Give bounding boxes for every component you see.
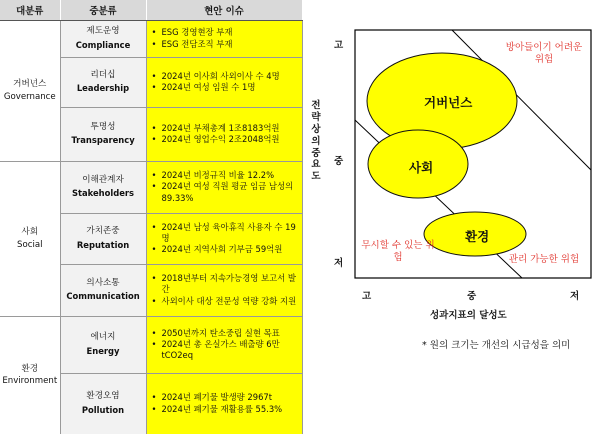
issue-cell: [146, 316, 302, 373]
sub-category-cell: 에너지 Energy: [60, 316, 146, 373]
y-axis-label: 전략상의중요도: [311, 100, 321, 183]
x-tick-high: 고: [362, 291, 372, 302]
table-row: [0, 316, 302, 373]
table-row: [0, 161, 302, 213]
issue-item: • 2024년 여성 임원 수 1명: [152, 82, 299, 93]
issue-item: • 2024년 폐기물 재활용률 55.3%: [152, 404, 299, 415]
table-row: [0, 20, 302, 57]
ellipse-label-social: 사회: [409, 160, 434, 175]
sub-category-cell: 투명성 Transparency: [60, 107, 146, 161]
y-tick-low: 저: [334, 258, 344, 269]
ellipse-label-governance: 거버넌스: [424, 95, 473, 110]
sub-category-cell: 이해관계자 Stakeholders: [60, 161, 146, 213]
category-social: 사회 Social: [0, 161, 60, 316]
x-axis-label: 성과지표의 달성도: [430, 310, 507, 321]
issue-item: • 2018년부터 지속가능경영 보고서 발간: [152, 273, 299, 295]
sub-category-cell: 가치존중 Reputation: [60, 213, 146, 264]
issue-item: • 2024년 폐기물 발생량 2967t: [152, 392, 299, 403]
category-governance: 거버넌스 Governance: [0, 20, 60, 161]
issue-item: • 2024년 이사회 사외이사 수 4명: [152, 71, 299, 82]
issue-item: • 2024년 지역사회 기부금 59억원: [152, 244, 299, 255]
risk-matrix-diagram: [302, 0, 600, 434]
issue-cell: [146, 161, 302, 213]
issue-item: • 2024년 부채총계 1조8183억원: [152, 123, 299, 134]
sub-category-cell: 제도운영 Compliance: [60, 20, 146, 57]
category-environment: 환경 Environment: [0, 316, 60, 434]
issue-item: • 2024년 비정규직 비율 12.2%: [152, 170, 299, 181]
issue-cell: [146, 373, 302, 434]
header-major-category: 대분류: [0, 0, 60, 20]
label-manageable-risk: 관리 가능한 위험: [508, 254, 580, 265]
footnote: * 원의 크기는 개선의 시급성을 의미: [422, 340, 571, 351]
issue-cell: [146, 57, 302, 107]
x-tick-mid: 중: [467, 291, 477, 302]
issue-item: • 2024년 총 온실가스 배출량 6만tCO2eq: [152, 339, 299, 361]
header-sub-category: 중분류: [60, 0, 146, 20]
issue-cell: [146, 264, 302, 316]
y-tick-mid: 중: [334, 156, 344, 167]
label-negligible-risk: 무시할 수 있는 위험: [361, 240, 435, 264]
issue-item: • ESG 경영현장 부재: [152, 27, 299, 38]
issue-item: • 2050년까지 탄소중립 실현 목표: [152, 328, 299, 339]
issue-item: • 2024년 영업수익 2조2048억원: [152, 134, 299, 145]
issue-cell: [146, 20, 302, 57]
issue-item: • ESG 전담조직 부재: [152, 39, 299, 50]
issue-cell: [146, 213, 302, 264]
sub-category-cell: 리더십 Leadership: [60, 57, 146, 107]
x-tick-low: 저: [570, 291, 580, 302]
sub-category-cell: 의사소통 Communication: [60, 264, 146, 316]
label-hard-to-accept-risk: 방아들이기 어려운 위험: [505, 42, 583, 66]
ellipse-label-environment: 환경: [465, 229, 490, 244]
issue-cell: [146, 107, 302, 161]
issue-item: • 2024년 여성 직원 평균 임금 남성의 89.33%: [152, 181, 299, 203]
issue-item: • 2024년 남성 육아휴직 사용자 수 19명: [152, 222, 299, 244]
header-current-issues: 현안 이슈: [146, 0, 302, 20]
y-tick-high: 고: [334, 40, 344, 51]
sub-category-cell: 환경오염 Pollution: [60, 373, 146, 434]
issue-item: • 사외이사 대상 전문성 역량 강화 지원: [152, 296, 299, 307]
